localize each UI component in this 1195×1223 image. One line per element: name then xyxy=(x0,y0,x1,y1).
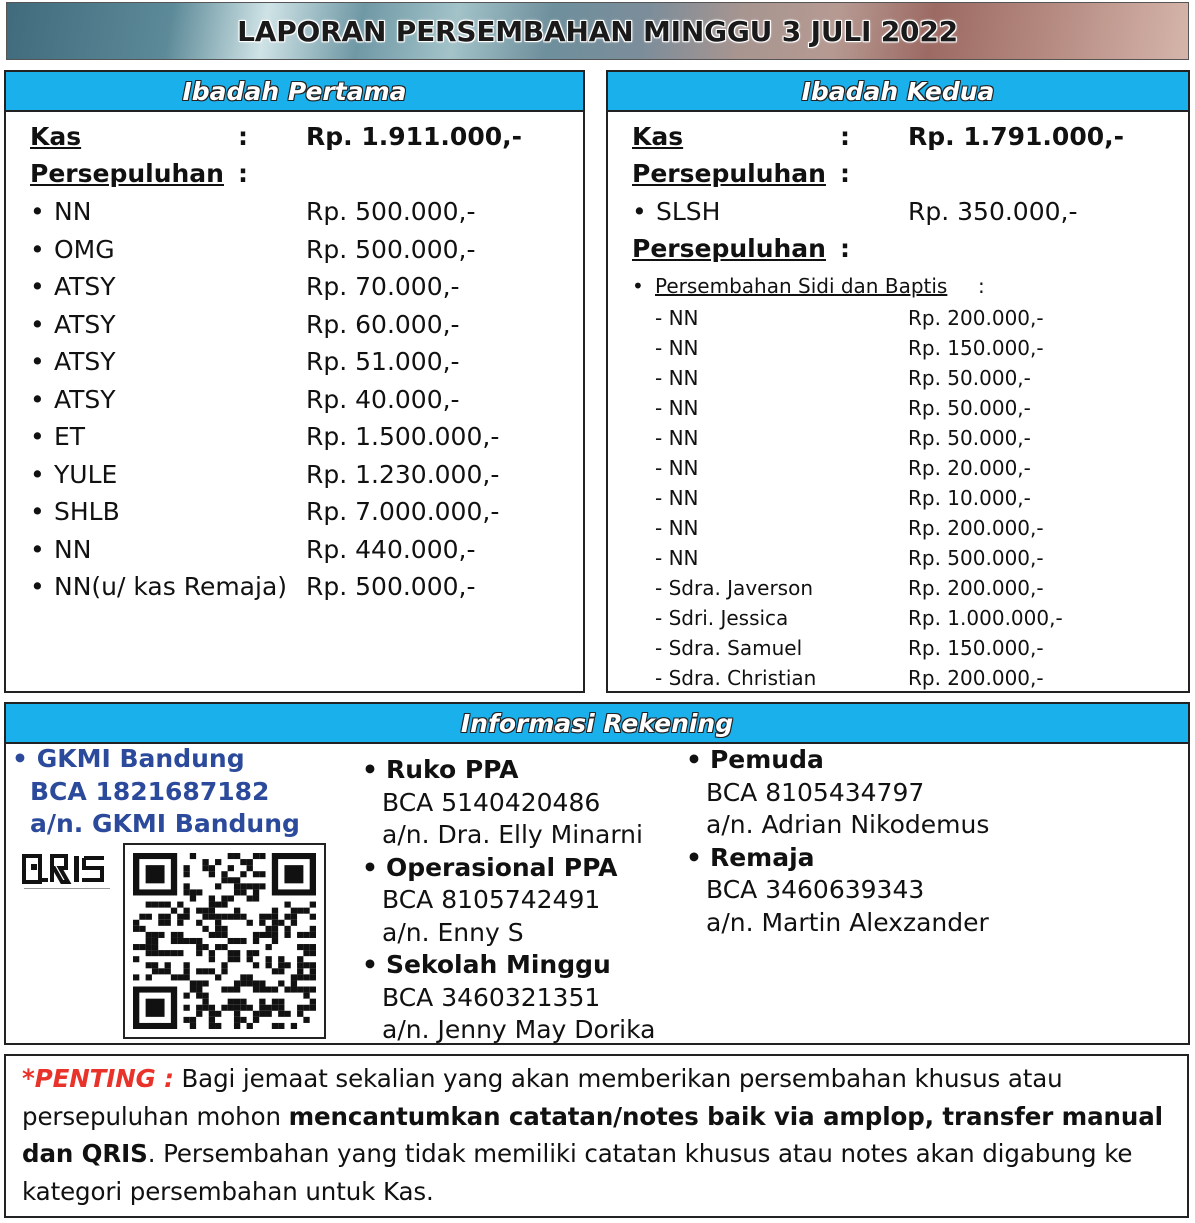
account-bank: BCA 8105434797 xyxy=(706,777,925,807)
item-amount: Rp. 20.000,- xyxy=(908,456,1031,480)
list-item xyxy=(6,310,583,342)
item-amount: Rp. 1.000.000,- xyxy=(908,606,1063,630)
list-item xyxy=(608,366,1188,392)
bullet-icon: • xyxy=(30,234,45,264)
list-item xyxy=(608,456,1188,482)
list-item xyxy=(6,272,583,304)
item-name: - NN xyxy=(655,366,699,390)
item-name: - NN xyxy=(655,516,699,540)
bullet-icon: • xyxy=(632,274,644,298)
account-bank: BCA 5140420486 xyxy=(382,787,601,817)
item-amount: Rp. 350.000,- xyxy=(908,197,1078,226)
account-holder: a/n. Dra. Elly Minarni xyxy=(382,820,643,849)
persepuluhan2-label: Persepuluhan xyxy=(632,234,826,263)
persepuluhan-colon: : xyxy=(238,159,248,188)
list-item xyxy=(608,666,1188,692)
item-name: - NN xyxy=(655,336,699,360)
bullet-icon: • xyxy=(686,745,702,774)
item-name: OMG xyxy=(54,234,115,264)
note-text-2: . Persembahan yang tidak memiliki catatan khusus atau notes akan digabung ke kategori persembahan untuk Kas. xyxy=(22,1139,1133,1206)
account-entry xyxy=(362,949,655,1047)
rekening-panel xyxy=(4,702,1190,1045)
item-amount: Rp. 200.000,- xyxy=(908,516,1044,540)
accounts-col2 xyxy=(362,754,655,1047)
qr-code-icon xyxy=(133,853,316,1029)
item-amount: Rp. 50.000,- xyxy=(908,366,1031,390)
account-holder: a/n. Adrian Nikodemus xyxy=(706,810,990,839)
persepuluhan-label: Persepuluhan xyxy=(30,159,224,188)
item-amount: Rp. 200.000,- xyxy=(908,576,1044,600)
list-item xyxy=(6,460,583,492)
bullet-icon: • xyxy=(362,950,378,979)
list-item xyxy=(608,396,1188,422)
bullet-icon: • xyxy=(30,272,45,301)
item-name: ATSY xyxy=(54,309,116,339)
item-amount: Rp. 500.000,- xyxy=(306,572,476,601)
persepuluhan-row xyxy=(608,159,1188,191)
item-amount: Rp. 1.500.000,- xyxy=(306,422,500,451)
item-name: NN(u/ kas Remaja) xyxy=(54,572,288,601)
list-item xyxy=(6,572,583,604)
kas-colon: : xyxy=(238,122,248,151)
list-item xyxy=(608,606,1188,632)
item-amount: Rp. 7.000.000,- xyxy=(306,497,500,526)
list-item xyxy=(608,336,1188,362)
item-name: - NN xyxy=(655,546,699,570)
account-bank: BCA 1821687182 xyxy=(30,776,270,806)
account-bank: BCA 8105742491 xyxy=(382,885,601,914)
item-name: NN xyxy=(54,197,92,226)
ibadah-pertama-header xyxy=(6,72,583,112)
list-item xyxy=(608,306,1188,332)
bullet-icon: • xyxy=(30,309,45,339)
list-item xyxy=(608,636,1188,662)
account-name: Operasional PPA xyxy=(385,852,618,882)
ibadah-kedua-panel xyxy=(606,70,1190,693)
item-amount: Rp. 50.000,- xyxy=(908,426,1031,450)
item-name: - NN xyxy=(655,396,699,420)
list-item xyxy=(6,235,583,267)
account-entry xyxy=(686,744,989,842)
list-item xyxy=(608,576,1188,602)
bullet-icon: • xyxy=(30,497,45,526)
account-name-row xyxy=(362,754,655,787)
item-amount: Rp. 500.000,- xyxy=(908,546,1044,570)
item-name: ATSY xyxy=(54,272,116,301)
item-amount: Rp. 200.000,- xyxy=(908,306,1044,330)
kas-amount: Rp. 1.791.000,- xyxy=(908,122,1124,151)
persepuluhan-row xyxy=(6,159,583,191)
kas-row xyxy=(608,122,1188,154)
rekening-title: Informasi Rekening xyxy=(460,708,734,738)
list-item xyxy=(6,497,583,529)
persepuluhan-colon: : xyxy=(840,159,850,188)
list-item xyxy=(6,197,583,229)
bullet-icon: • xyxy=(30,347,45,376)
qris-logo-icon xyxy=(20,850,116,900)
item-name: ATSY xyxy=(54,347,116,376)
list-item xyxy=(6,385,583,417)
bullet-icon: • xyxy=(30,384,45,414)
list-item xyxy=(608,546,1188,572)
item-amount: Rp. 500.000,- xyxy=(306,197,476,226)
bullet-icon: • xyxy=(30,534,45,564)
item-name: SLSH xyxy=(656,197,721,226)
item-name: SHLB xyxy=(54,497,120,526)
account-bank: BCA 3460321351 xyxy=(382,982,601,1012)
kas-label: Kas xyxy=(30,122,82,151)
ibadah-pertama-title: Ibadah Pertama xyxy=(182,76,407,106)
page-title: LAPORAN PERSEMBAHAN MINGGU 3 JULI 2022 xyxy=(237,14,958,48)
account-gkmi-name-row xyxy=(12,743,300,776)
sidi-baptis-label: Persembahan Sidi dan Baptis xyxy=(655,274,948,298)
item-amount: Rp. 10.000,- xyxy=(908,486,1031,510)
account-name: GKMI Bandung xyxy=(36,744,245,773)
bullet-icon: • xyxy=(30,197,45,226)
item-amount: Rp. 200.000,- xyxy=(908,666,1044,690)
item-amount: Rp. 50.000,- xyxy=(908,396,1031,420)
bullet-icon: • xyxy=(362,755,378,784)
item-amount: Rp. 1.230.000,- xyxy=(306,459,500,489)
list-item xyxy=(6,535,583,567)
note-bold: mencantumkan catatan/notes baik via amplop, transfer manual dan QRIS xyxy=(22,1101,1163,1168)
bullet-icon: • xyxy=(686,842,702,872)
item-amount: Rp. 40.000,- xyxy=(306,384,460,414)
item-name: ATSY xyxy=(54,384,116,414)
list-item xyxy=(608,486,1188,512)
qris-logo xyxy=(20,850,116,900)
item-name: NN xyxy=(54,534,92,564)
item-amount: Rp. 440.000,- xyxy=(306,534,476,564)
ibadah-kedua-title: Ibadah Kedua xyxy=(801,76,995,106)
bullet-icon: • xyxy=(30,422,45,451)
kas-row xyxy=(6,122,583,154)
ibadah-kedua-header xyxy=(608,72,1188,112)
accounts-col3 xyxy=(686,744,989,939)
item-name: - Sdra. Javerson xyxy=(655,576,814,600)
persepuluhan2-row xyxy=(608,234,1188,266)
kas-colon: : xyxy=(840,122,850,151)
sidi-baptis-row xyxy=(608,274,1188,300)
item-name: - NN xyxy=(655,426,699,450)
note-text-1: Bagi jemaat sekalian yang akan memberikan persembahan khusus atau persepuluhan mohon xyxy=(22,1064,1063,1131)
persepuluhan-label: Persepuluhan xyxy=(632,159,826,188)
account-holder: a/n. GKMI Bandung xyxy=(30,809,300,838)
account-gkmi xyxy=(12,743,300,841)
account-name-row xyxy=(362,852,655,885)
bullet-icon: • xyxy=(632,197,647,226)
account-name: Remaja xyxy=(709,842,815,872)
sidi-baptis-colon: : xyxy=(978,274,985,298)
item-amount: Rp. 51.000,- xyxy=(306,347,460,376)
penting-label: *PENTING : xyxy=(22,1064,174,1093)
account-entry xyxy=(362,754,655,852)
important-note xyxy=(4,1054,1189,1218)
list-item xyxy=(6,422,583,454)
bullet-icon: • xyxy=(362,852,378,882)
header-banner xyxy=(6,2,1189,60)
account-name-row xyxy=(686,744,989,777)
bullet-icon: • xyxy=(12,744,28,773)
rekening-header xyxy=(6,704,1188,744)
item-name: YULE xyxy=(54,459,118,489)
list-item xyxy=(608,197,1188,229)
list-item xyxy=(608,516,1188,542)
item-name: - NN xyxy=(655,456,699,480)
account-holder: a/n. Enny S xyxy=(382,917,524,947)
account-name-row xyxy=(686,842,989,875)
account-name: Pemuda xyxy=(709,745,824,774)
item-name: - Sdra. Christian xyxy=(655,666,817,690)
item-name: ET xyxy=(54,422,86,451)
kas-label: Kas xyxy=(632,122,684,151)
qr-code xyxy=(123,843,326,1039)
kas-amount: Rp. 1.911.000,- xyxy=(306,122,522,151)
account-entry xyxy=(362,852,655,950)
account-name-row xyxy=(362,949,655,982)
item-amount: Rp. 70.000,- xyxy=(306,272,460,301)
list-item xyxy=(608,426,1188,452)
bullet-icon: • xyxy=(30,572,45,601)
item-name: - NN xyxy=(655,306,699,330)
persepuluhan2-colon: : xyxy=(840,234,850,263)
list-item xyxy=(6,347,583,379)
item-amount: Rp. 150.000,- xyxy=(908,336,1044,360)
item-amount: Rp. 500.000,- xyxy=(306,234,476,264)
account-bank: BCA 3460639343 xyxy=(706,875,925,904)
ibadah-pertama-panel xyxy=(4,70,585,693)
account-entry xyxy=(686,842,989,940)
item-name: - Sdra. Samuel xyxy=(655,636,803,660)
account-holder: a/n. Martin Alexzander xyxy=(706,907,989,937)
account-holder: a/n. Jenny May Dorika xyxy=(382,1015,656,1044)
bullet-icon: • xyxy=(30,459,45,489)
item-name: - NN xyxy=(655,486,699,510)
account-name: Ruko PPA xyxy=(385,755,519,784)
item-amount: Rp. 60.000,- xyxy=(306,309,460,339)
item-name: - Sdri. Jessica xyxy=(655,606,789,630)
item-amount: Rp. 150.000,- xyxy=(908,636,1044,660)
account-name: Sekolah Minggu xyxy=(385,950,611,979)
